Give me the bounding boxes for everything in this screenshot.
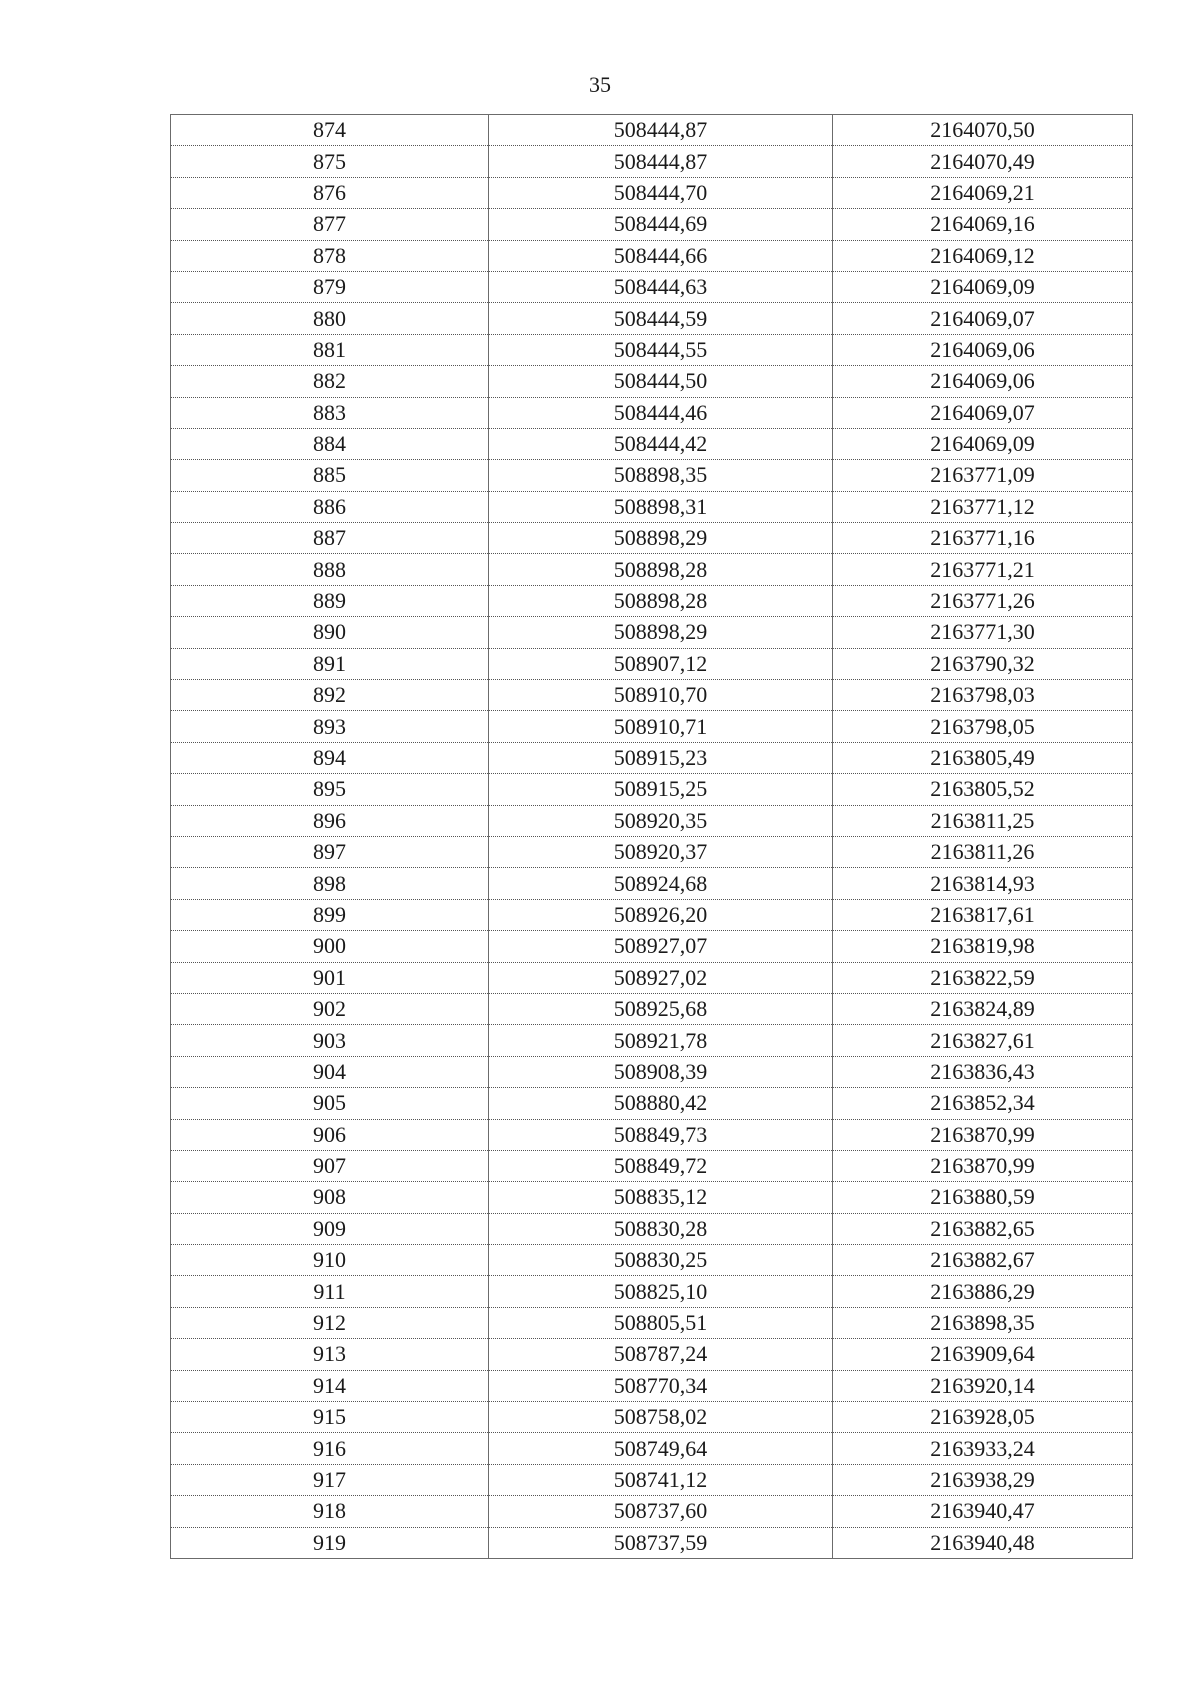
table-row [171,115,1133,146]
table-row [171,1245,1133,1276]
y-coordinate-cell: 2163771,26 [833,585,1133,616]
point-number-cell: 908 [171,1182,489,1213]
point-number-cell: 918 [171,1496,489,1527]
y-coordinate-cell: 2164070,49 [833,146,1133,177]
table-row [171,774,1133,805]
table-row [171,617,1133,648]
table-row [171,1496,1133,1527]
x-coordinate-cell: 508908,39 [489,1056,833,1087]
point-number-cell: 895 [171,774,489,805]
table-row [171,1339,1133,1370]
y-coordinate-cell: 2163898,35 [833,1307,1133,1338]
x-coordinate-cell: 508444,46 [489,397,833,428]
x-coordinate-cell: 508830,28 [489,1213,833,1244]
x-coordinate-cell: 508758,02 [489,1402,833,1433]
point-number-cell: 907 [171,1150,489,1181]
table-row [171,1213,1133,1244]
table-row [171,899,1133,930]
x-coordinate-cell: 508737,59 [489,1527,833,1558]
point-number-cell: 910 [171,1245,489,1276]
x-coordinate-cell: 508444,42 [489,428,833,459]
table-row [171,1182,1133,1213]
point-number-cell: 891 [171,648,489,679]
point-number-cell: 892 [171,680,489,711]
table-row [171,554,1133,585]
x-coordinate-cell: 508770,34 [489,1370,833,1401]
x-coordinate-cell: 508920,37 [489,836,833,867]
table-row [171,366,1133,397]
y-coordinate-cell: 2163882,65 [833,1213,1133,1244]
table-row [171,1119,1133,1150]
table-row [171,428,1133,459]
x-coordinate-cell: 508921,78 [489,1025,833,1056]
point-number-cell: 903 [171,1025,489,1056]
y-coordinate-cell: 2163798,03 [833,680,1133,711]
point-number-cell: 879 [171,271,489,302]
x-coordinate-cell: 508898,28 [489,585,833,616]
y-coordinate-cell: 2163940,48 [833,1527,1133,1558]
point-number-cell: 876 [171,177,489,208]
y-coordinate-cell: 2164069,21 [833,177,1133,208]
y-coordinate-cell: 2163811,26 [833,836,1133,867]
table-row [171,1025,1133,1056]
x-coordinate-cell: 508749,64 [489,1433,833,1464]
point-number-cell: 911 [171,1276,489,1307]
x-coordinate-cell: 508444,87 [489,115,833,146]
x-coordinate-cell: 508880,42 [489,1088,833,1119]
point-number-cell: 900 [171,931,489,962]
y-coordinate-cell: 2163771,21 [833,554,1133,585]
table-row [171,1056,1133,1087]
x-coordinate-cell: 508830,25 [489,1245,833,1276]
point-number-cell: 885 [171,460,489,491]
point-number-cell: 877 [171,209,489,240]
table-row [171,146,1133,177]
x-coordinate-cell: 508898,35 [489,460,833,491]
point-number-cell: 875 [171,146,489,177]
table-row [171,648,1133,679]
point-number-cell: 881 [171,334,489,365]
y-coordinate-cell: 2163822,59 [833,962,1133,993]
table-row [171,962,1133,993]
y-coordinate-cell: 2164069,06 [833,334,1133,365]
x-coordinate-cell: 508907,12 [489,648,833,679]
point-number-cell: 899 [171,899,489,930]
point-number-cell: 880 [171,303,489,334]
table-row [171,240,1133,271]
x-coordinate-cell: 508915,25 [489,774,833,805]
y-coordinate-cell: 2163933,24 [833,1433,1133,1464]
table-row [171,836,1133,867]
x-coordinate-cell: 508898,29 [489,617,833,648]
table-row [171,177,1133,208]
y-coordinate-cell: 2164070,50 [833,115,1133,146]
table-row [171,1088,1133,1119]
table-row [171,334,1133,365]
y-coordinate-cell: 2163928,05 [833,1402,1133,1433]
point-number-cell: 919 [171,1527,489,1558]
point-number-cell: 917 [171,1464,489,1495]
table-row [171,1464,1133,1495]
y-coordinate-cell: 2163790,32 [833,648,1133,679]
point-number-cell: 915 [171,1402,489,1433]
point-number-cell: 912 [171,1307,489,1338]
point-number-cell: 886 [171,491,489,522]
y-coordinate-cell: 2163827,61 [833,1025,1133,1056]
x-coordinate-cell: 508737,60 [489,1496,833,1527]
table-row [171,711,1133,742]
y-coordinate-cell: 2163798,05 [833,711,1133,742]
point-number-cell: 902 [171,993,489,1024]
x-coordinate-cell: 508444,70 [489,177,833,208]
coordinates-table [170,114,1133,1559]
table-row [171,1527,1133,1558]
table-row [171,805,1133,836]
x-coordinate-cell: 508444,87 [489,146,833,177]
x-coordinate-cell: 508915,23 [489,742,833,773]
coordinates-table-body [171,115,1133,1559]
y-coordinate-cell: 2164069,07 [833,397,1133,428]
table-row [171,303,1133,334]
y-coordinate-cell: 2163805,52 [833,774,1133,805]
table-row [171,1370,1133,1401]
x-coordinate-cell: 508444,69 [489,209,833,240]
y-coordinate-cell: 2163771,16 [833,523,1133,554]
x-coordinate-cell: 508825,10 [489,1276,833,1307]
point-number-cell: 887 [171,523,489,554]
y-coordinate-cell: 2163805,49 [833,742,1133,773]
x-coordinate-cell: 508444,63 [489,271,833,302]
point-number-cell: 914 [171,1370,489,1401]
table-row [171,585,1133,616]
y-coordinate-cell: 2163771,09 [833,460,1133,491]
point-number-cell: 888 [171,554,489,585]
y-coordinate-cell: 2163819,98 [833,931,1133,962]
y-coordinate-cell: 2163938,29 [833,1464,1133,1495]
y-coordinate-cell: 2163817,61 [833,899,1133,930]
x-coordinate-cell: 508910,70 [489,680,833,711]
point-number-cell: 916 [171,1433,489,1464]
y-coordinate-cell: 2163920,14 [833,1370,1133,1401]
x-coordinate-cell: 508927,07 [489,931,833,962]
x-coordinate-cell: 508444,50 [489,366,833,397]
table-row [171,931,1133,962]
table-row [171,680,1133,711]
x-coordinate-cell: 508898,28 [489,554,833,585]
x-coordinate-cell: 508444,55 [489,334,833,365]
y-coordinate-cell: 2163771,12 [833,491,1133,522]
page-number: 35 [589,72,611,97]
x-coordinate-cell: 508849,72 [489,1150,833,1181]
y-coordinate-cell: 2163811,25 [833,805,1133,836]
x-coordinate-cell: 508910,71 [489,711,833,742]
table-row [171,1402,1133,1433]
x-coordinate-cell: 508444,66 [489,240,833,271]
table-row [171,271,1133,302]
table-row [171,1150,1133,1181]
y-coordinate-cell: 2163909,64 [833,1339,1133,1370]
x-coordinate-cell: 508444,59 [489,303,833,334]
point-number-cell: 901 [171,962,489,993]
point-number-cell: 878 [171,240,489,271]
point-number-cell: 893 [171,711,489,742]
x-coordinate-cell: 508924,68 [489,868,833,899]
point-number-cell: 904 [171,1056,489,1087]
table-row [171,868,1133,899]
x-coordinate-cell: 508835,12 [489,1182,833,1213]
point-number-cell: 897 [171,836,489,867]
y-coordinate-cell: 2163940,47 [833,1496,1133,1527]
point-number-cell: 906 [171,1119,489,1150]
table-row [171,209,1133,240]
x-coordinate-cell: 508920,35 [489,805,833,836]
x-coordinate-cell: 508898,31 [489,491,833,522]
table-row [171,397,1133,428]
y-coordinate-cell: 2163870,99 [833,1150,1133,1181]
point-number-cell: 896 [171,805,489,836]
x-coordinate-cell: 508927,02 [489,962,833,993]
x-coordinate-cell: 508787,24 [489,1339,833,1370]
x-coordinate-cell: 508925,68 [489,993,833,1024]
y-coordinate-cell: 2164069,09 [833,271,1133,302]
y-coordinate-cell: 2163852,34 [833,1088,1133,1119]
y-coordinate-cell: 2163886,29 [833,1276,1133,1307]
table-row [171,460,1133,491]
y-coordinate-cell: 2164069,12 [833,240,1133,271]
table-row [171,1276,1133,1307]
point-number-cell: 913 [171,1339,489,1370]
point-number-cell: 874 [171,115,489,146]
table-row [171,523,1133,554]
y-coordinate-cell: 2164069,09 [833,428,1133,459]
y-coordinate-cell: 2163870,99 [833,1119,1133,1150]
y-coordinate-cell: 2163814,93 [833,868,1133,899]
point-number-cell: 898 [171,868,489,899]
point-number-cell: 882 [171,366,489,397]
table-row [171,1307,1133,1338]
y-coordinate-cell: 2163882,67 [833,1245,1133,1276]
y-coordinate-cell: 2163824,89 [833,993,1133,1024]
point-number-cell: 890 [171,617,489,648]
x-coordinate-cell: 508805,51 [489,1307,833,1338]
y-coordinate-cell: 2163880,59 [833,1182,1133,1213]
y-coordinate-cell: 2164069,16 [833,209,1133,240]
x-coordinate-cell: 508898,29 [489,523,833,554]
x-coordinate-cell: 508741,12 [489,1464,833,1495]
point-number-cell: 884 [171,428,489,459]
point-number-cell: 905 [171,1088,489,1119]
point-number-cell: 883 [171,397,489,428]
point-number-cell: 889 [171,585,489,616]
y-coordinate-cell: 2164069,06 [833,366,1133,397]
y-coordinate-cell: 2163771,30 [833,617,1133,648]
table-row [171,491,1133,522]
x-coordinate-cell: 508926,20 [489,899,833,930]
point-number-cell: 894 [171,742,489,773]
y-coordinate-cell: 2164069,07 [833,303,1133,334]
table-row [171,1433,1133,1464]
x-coordinate-cell: 508849,73 [489,1119,833,1150]
point-number-cell: 909 [171,1213,489,1244]
table-row [171,742,1133,773]
table-row [171,993,1133,1024]
y-coordinate-cell: 2163836,43 [833,1056,1133,1087]
